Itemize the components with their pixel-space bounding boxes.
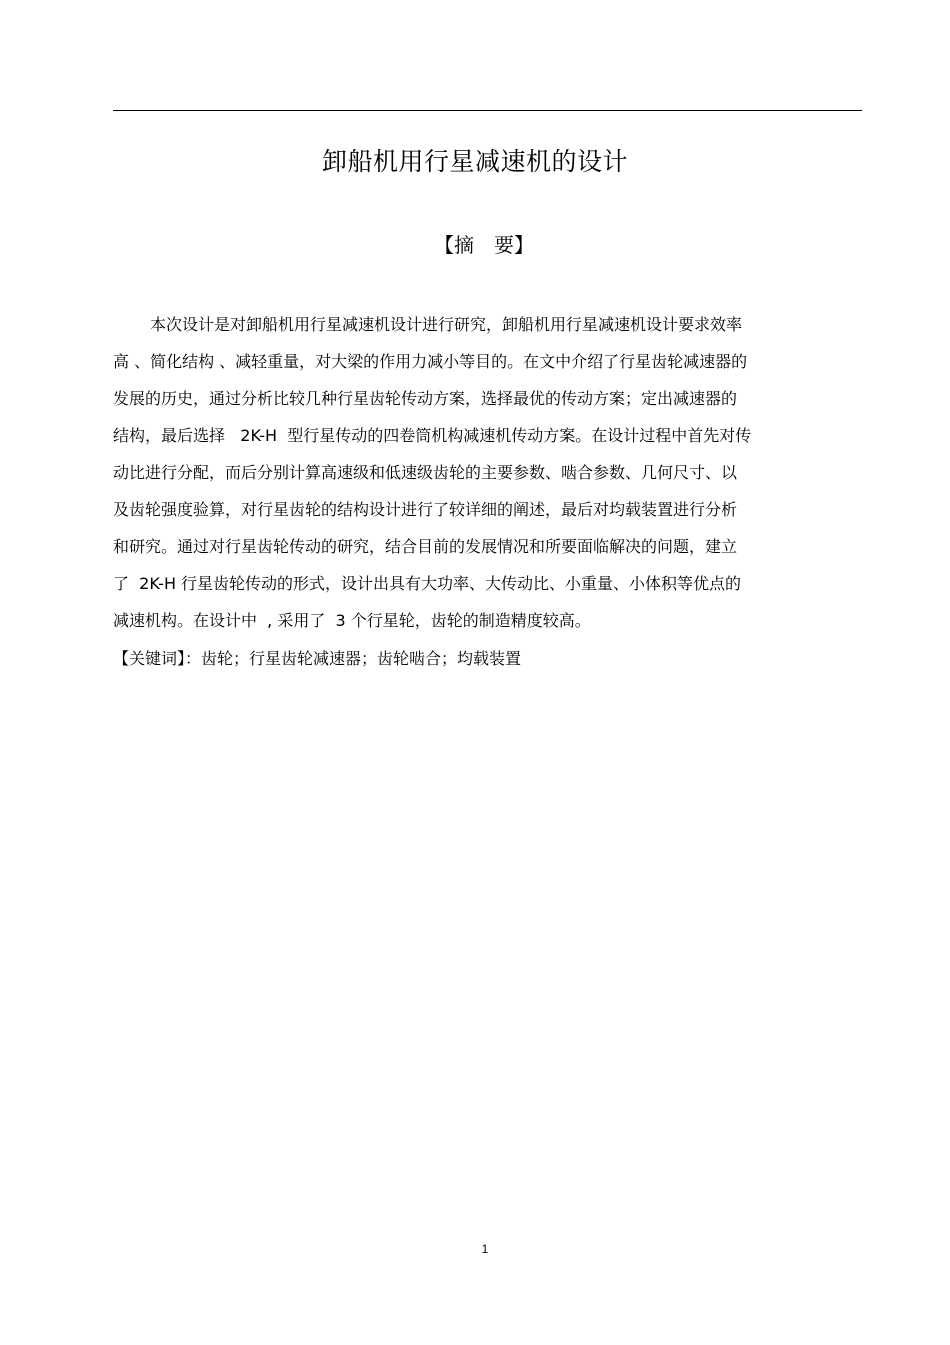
abstract-line: 发展的历史，通过分析比较几种行星齿轮传动方案，选择最优的传动方案；定出减速器的: [113, 389, 738, 408]
abstract-line: 高 、简化结构 、减轻重量，对大梁的作用力减小等目的。在文中介绍了行星齿轮减速器的: [113, 352, 748, 371]
abstract-line: 减速机构。在设计中 , 采用了 3 个行星轮，齿轮的制造精度较高。: [113, 611, 591, 630]
header-rule: [113, 110, 862, 111]
abstract-line: 结构，最后选择 2K-H 型行星传动的四卷筒机构减速机传动方案。在设计过程中首先对传: [113, 426, 752, 445]
document-title: 卸船机用行星减速机的设计: [321, 147, 628, 176]
keywords-line: 【关键词】：齿轮；行星齿轮减速器；齿轮啮合；均载装置: [113, 649, 522, 668]
abstract-line: 动比进行分配，而后分别计算高速级和低速级齿轮的主要参数、啮合参数、几何尺寸、以: [113, 463, 738, 482]
abstract-line: 本次设计是对卸船机用行星减速机设计进行研究，卸船机用行星减速机设计要求效率: [150, 315, 743, 334]
abstract-line: 了 2K-H 行星齿轮传动的形式，设计出具有大功率、大传动比、小重量、小体积等优点的: [113, 574, 742, 593]
abstract-heading: 【摘 要】: [434, 233, 534, 257]
abstract-paragraph: [113, 306, 833, 639]
abstract-line: 及齿轮强度验算，对行星齿轮的结构设计进行了较详细的阐述，最后对均载装置进行分析: [113, 500, 738, 519]
abstract-line: 和研究。通过对行星齿轮传动的研究，结合目前的发展情况和所要面临解决的问题，建立: [113, 537, 738, 556]
page-number: 1: [481, 1242, 489, 1256]
